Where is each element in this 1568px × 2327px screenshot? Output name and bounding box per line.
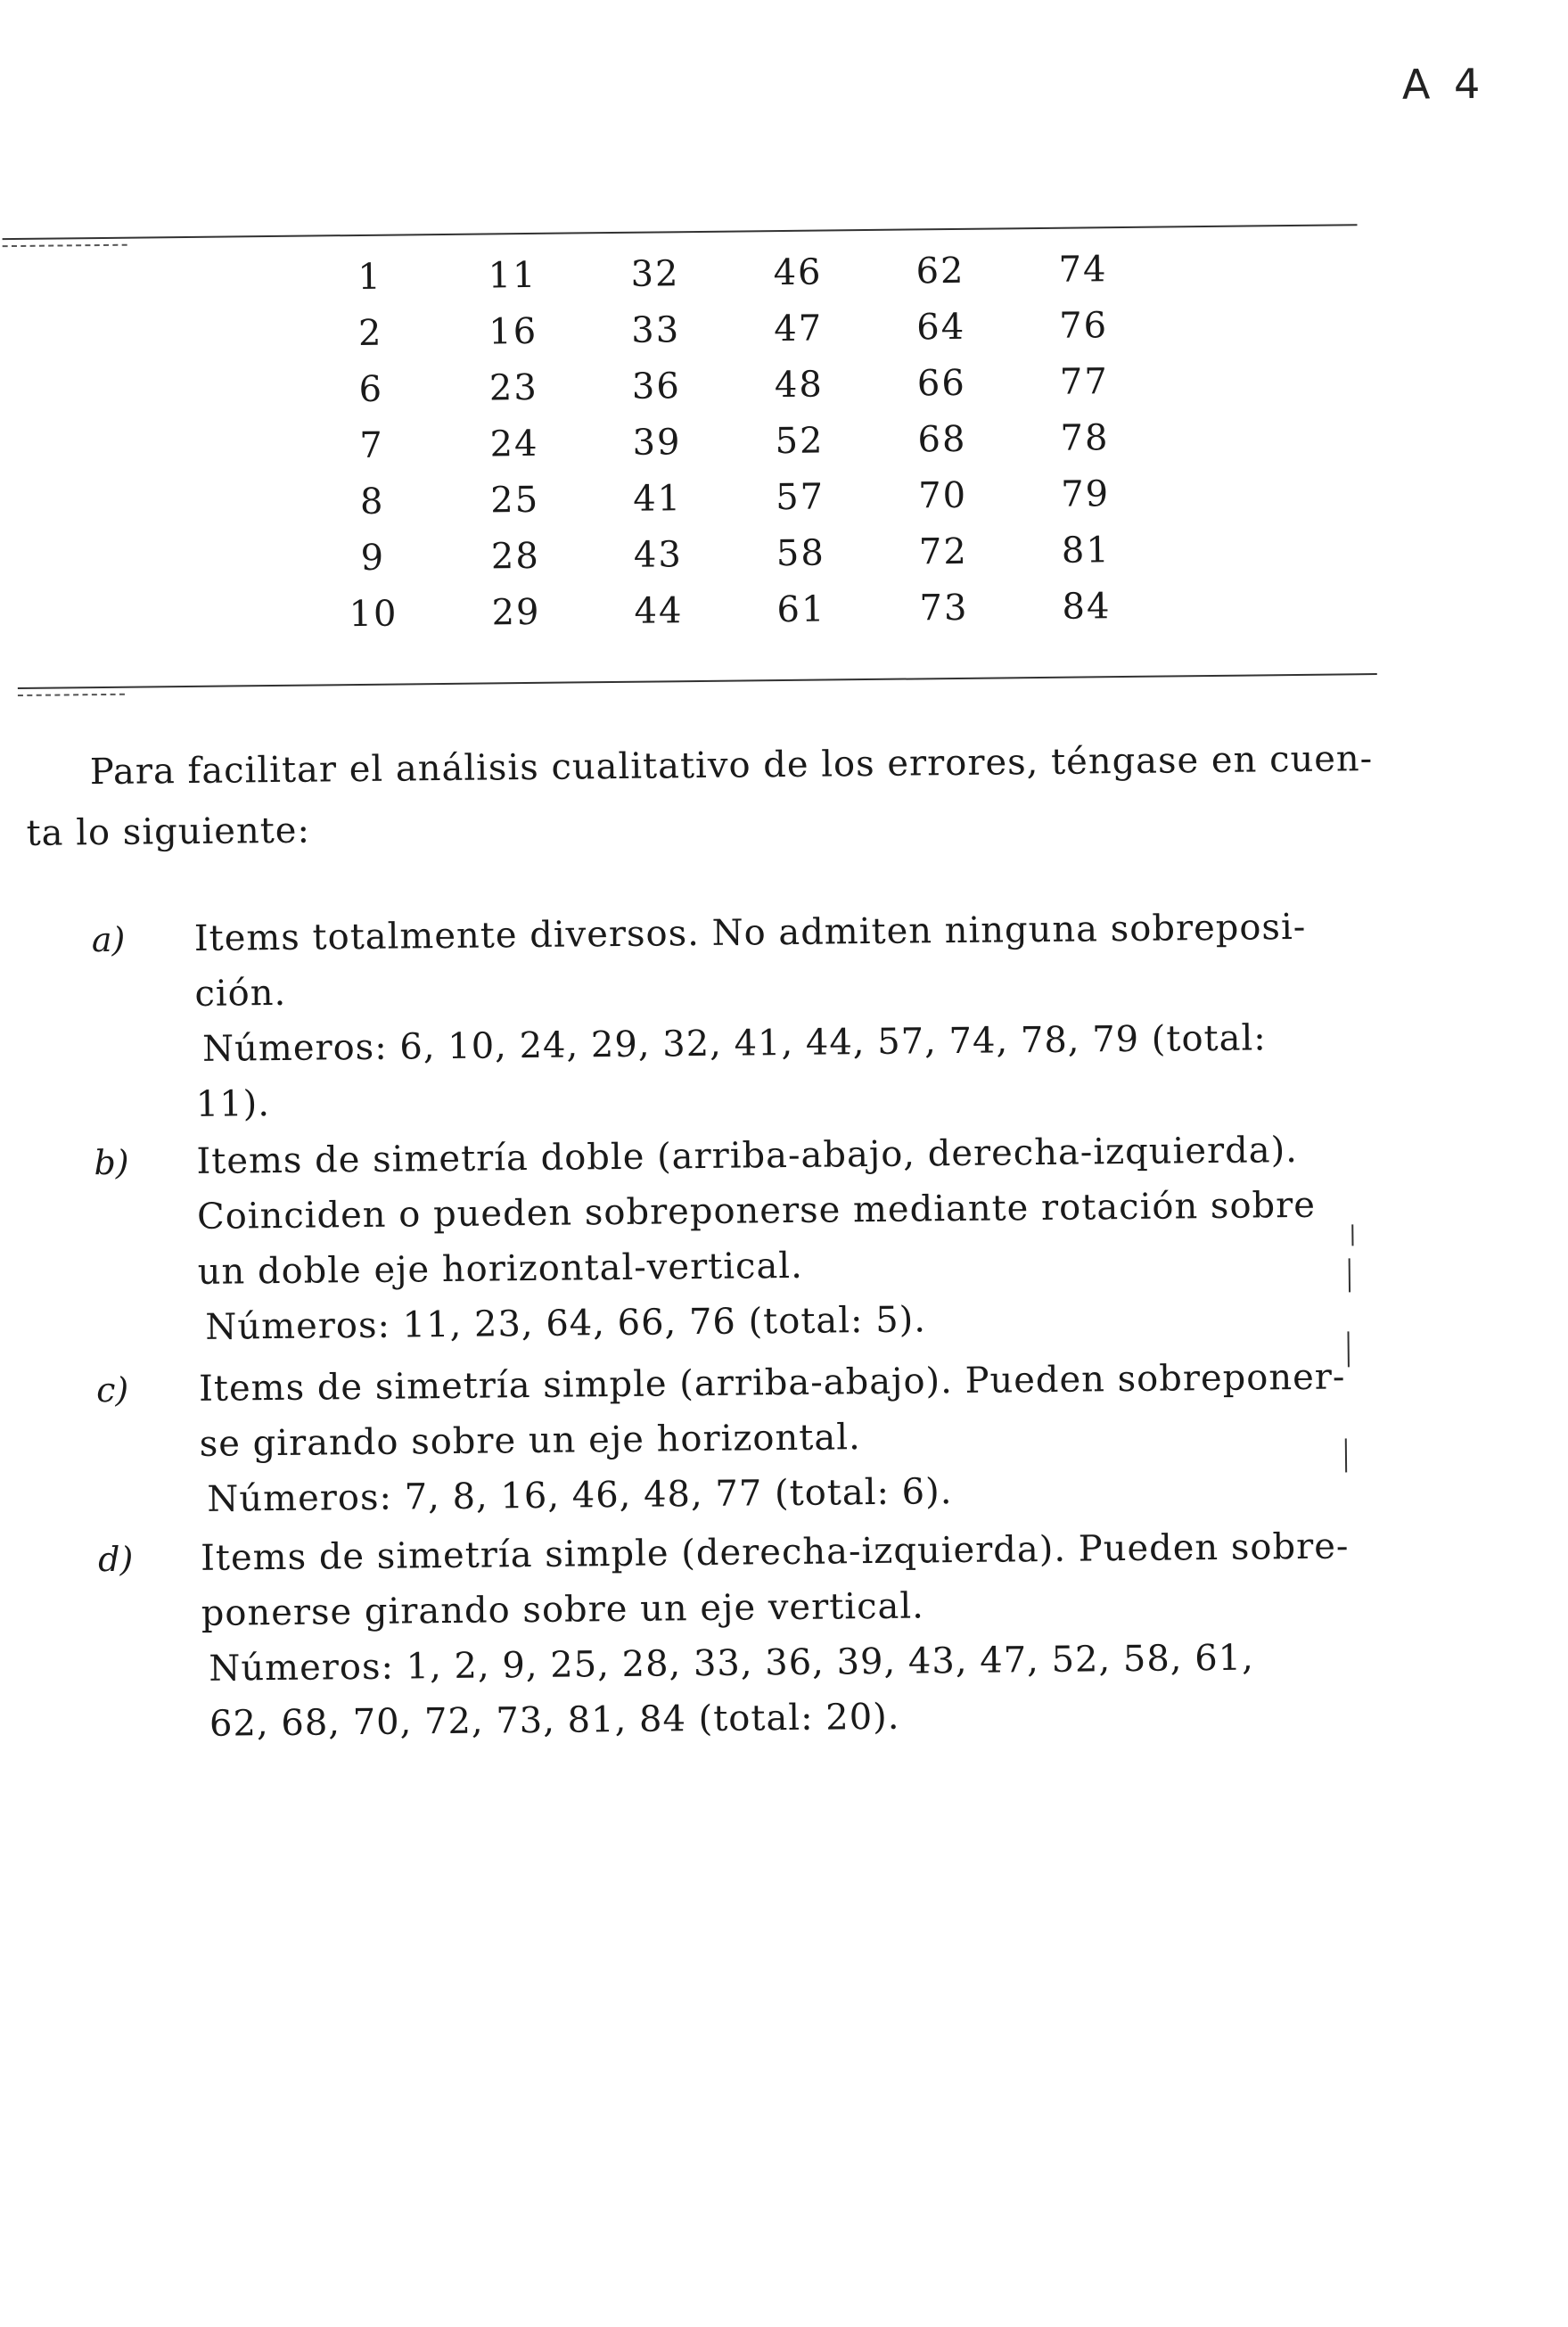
table-column [584,246,731,641]
table-cell: 68 [917,418,967,461]
item-numbers-line: Números: 7, 8, 16, 46, 48, 77 (total: 6). [207,1471,953,1520]
item-body [196,1122,1411,1355]
table-cell: 33 [631,309,681,351]
table-cell: 81 [1061,530,1112,571]
item-marker: c) [95,1369,129,1410]
table-column [299,249,446,644]
table-cell: 41 [632,478,683,520]
table-top-rule [3,224,1358,240]
table-cell: 1 [357,256,383,298]
item-body [199,1349,1413,1527]
item-body [201,1518,1416,1752]
item-line: Items de simetría doble (arriba-abajo, derecha-izquierda). [196,1129,1299,1182]
item-marker: a) [91,919,126,960]
item-numbers-line: Números: 1, 2, 9, 25, 28, 33, 36, 39, 43, 47, 52, 58, 61, [209,1637,1255,1690]
table-column [727,244,874,639]
item-numbers-line: Números: 11, 23, 64, 66, 76 (total: 5). [205,1299,927,1348]
table-cell: 74 [1058,249,1108,291]
table-cell: 73 [919,587,969,629]
item-numbers-line: Números: 6, 10, 24, 29, 32, 41, 44, 57, 74, 78, 79 (total: [201,1017,1267,1070]
table-cell: 6 [358,368,384,410]
table-cell: 10 [349,593,398,636]
item-body [193,899,1408,1132]
table-cell: 46 [773,251,823,294]
table-cell: 70 [917,474,968,517]
item-marker: d) [97,1539,134,1580]
table-cell: 9 [360,537,386,579]
table-cell: 2 [357,312,383,354]
item-numbers-line: 11). [195,1083,271,1125]
item-line: Coinciden o pueden sobreponerse mediante rotación sobre [196,1184,1317,1238]
table-cell: 25 [489,479,540,522]
item-line: ponerse girando sobre un eje vertical. [201,1585,925,1634]
table-column [441,247,588,642]
table-cell: 28 [490,535,541,578]
table-cell: 72 [918,530,969,573]
table-cell: 16 [488,310,538,353]
table-cell: 44 [634,590,684,632]
table-cell: 84 [1062,586,1112,628]
item-numbers-line: 62, 68, 70, 72, 73, 81, 84 (total: 20). [209,1696,900,1745]
intro-line: ta lo siguiente: [26,810,311,854]
item-number-table [299,242,1159,644]
item-line: ción. [194,972,287,1015]
table-column [1012,242,1159,637]
table-cell: 64 [915,306,966,349]
table-cell: 76 [1058,305,1109,347]
table-cell: 8 [359,481,385,522]
margin-mark [1351,1224,1353,1246]
table-top-dash [3,244,127,247]
table-cell: 39 [632,422,682,464]
table-column [869,243,1016,637]
item-line: Items de simetría simple (derecha-izquierda). Pueden sobre- [200,1525,1350,1579]
table-cell: 29 [491,591,541,634]
intro-line: Para facilitar el análisis cualitativo de los errores, téngase en cuen- [89,738,1374,793]
table-cell: 79 [1060,473,1111,515]
item-line: un doble eje horizontal-vertical. [197,1245,804,1293]
table-cell: 58 [776,532,826,575]
table-cell: 48 [774,364,825,407]
table-cell: 78 [1060,417,1110,459]
table-cell: 52 [775,420,825,463]
margin-mark [1349,1258,1350,1292]
margin-mark [1345,1438,1347,1472]
table-cell: 11 [488,254,538,297]
table-cell: 47 [773,308,824,350]
item-marker: b) [94,1142,129,1183]
table-cell: 61 [776,588,826,631]
table-cell: 77 [1059,361,1110,403]
item-line: se girando sobre un eje horizontal. [199,1417,861,1465]
item-line: Items totalmente diversos. No admiten ninguna sobreposi- [193,906,1307,959]
table-cell: 66 [916,362,967,405]
table-bottom-rule [18,673,1377,689]
list-item [91,899,1411,1125]
table-cell: 57 [775,476,825,519]
item-line: Items de simetría simple (arriba-abajo). Pueden sobreponer- [198,1356,1346,1410]
table-cell: 62 [915,250,965,292]
table-cell: 23 [488,366,539,409]
table-cell: 43 [633,534,684,576]
margin-mark [1348,1331,1350,1367]
table-cell: 24 [489,423,539,465]
table-cell: 32 [630,253,680,295]
page-corner-mark: A 4 [1401,59,1486,109]
table-cell: 36 [631,366,682,407]
table-bottom-dash [18,694,125,696]
table-cell: 7 [359,424,384,466]
